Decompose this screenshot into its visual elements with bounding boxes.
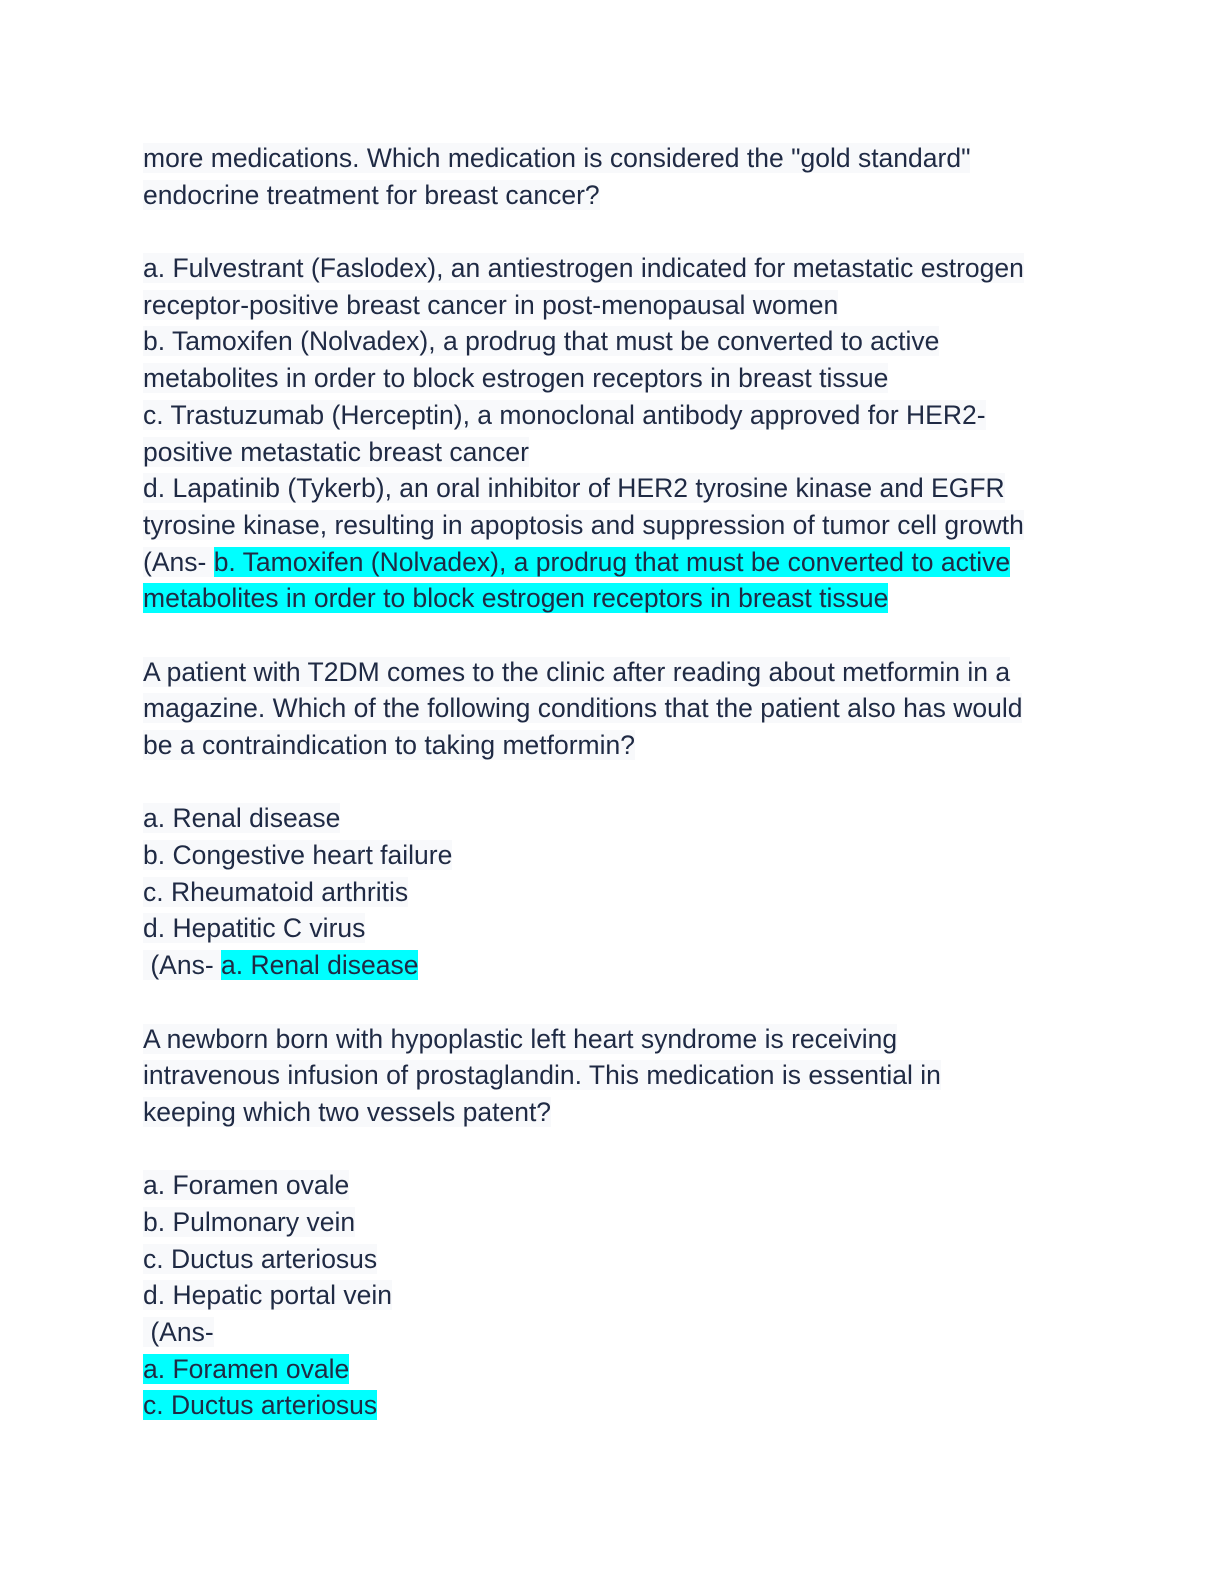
option-line: positive metastatic breast cancer bbox=[143, 436, 529, 467]
option-line: c. Ductus arteriosus bbox=[143, 1243, 378, 1274]
option-line: tyrosine kinase, resulting in apoptosis and suppression of tumor cell growth bbox=[143, 509, 1024, 540]
answer-highlight: a. Foramen ovale bbox=[143, 1353, 350, 1384]
answer-prefix: (Ans- bbox=[143, 950, 222, 981]
question-stem-line: A patient with T2DM comes to the clinic after reading about metformin in a bbox=[143, 656, 1011, 687]
option-line: receptor-positive breast cancer in post-menopausal women bbox=[143, 289, 839, 320]
spacer bbox=[143, 764, 1103, 801]
answer-prefix: (Ans- bbox=[143, 546, 214, 577]
answer-highlight: a. Renal disease bbox=[221, 950, 419, 981]
question-stem-line: endocrine treatment for breast cancer? bbox=[143, 179, 600, 210]
spacer bbox=[143, 984, 1103, 1021]
option-line: d. Hepatic portal vein bbox=[143, 1280, 392, 1311]
option-line: d. Hepatitic C virus bbox=[143, 913, 366, 944]
option-line: a. Renal disease bbox=[143, 803, 341, 834]
question-stem-line: more medications. Which medication is considered the "gold standard" bbox=[143, 143, 971, 173]
question-2 bbox=[143, 654, 1103, 984]
question-stem-line: magazine. Which of the following conditions that the patient also has would bbox=[143, 693, 1023, 724]
answer-line bbox=[143, 544, 1103, 581]
option-line: a. Fulvestrant (Faslodex), an antiestrogen indicated for metastatic estrogen bbox=[143, 253, 1024, 284]
option-line: b. Pulmonary vein bbox=[143, 1206, 356, 1237]
question-stem-line: intravenous infusion of prostaglandin. This medication is essential in bbox=[143, 1060, 941, 1091]
answer-line bbox=[143, 580, 1103, 617]
answer-line bbox=[143, 1314, 1103, 1351]
answer-highlight: metabolites in order to block estrogen receptors in breast tissue bbox=[143, 583, 889, 614]
answer-line bbox=[143, 1351, 1103, 1388]
question-stem-line: keeping which two vessels patent? bbox=[143, 1096, 552, 1127]
question-3 bbox=[143, 1021, 1103, 1425]
answer-highlight: b. Tamoxifen (Nolvadex), a prodrug that must be converted to active bbox=[213, 546, 1011, 577]
answer-highlight: c. Ductus arteriosus bbox=[143, 1390, 378, 1421]
option-line: b. Congestive heart failure bbox=[143, 840, 453, 871]
option-line: c. Rheumatoid arthritis bbox=[143, 876, 409, 907]
spacer bbox=[143, 617, 1103, 654]
option-line: d. Lapatinib (Tykerb), an oral inhibitor of HER2 tyrosine kinase and EGFR bbox=[143, 473, 1005, 504]
answer-line bbox=[143, 947, 1103, 984]
spacer bbox=[143, 213, 1103, 250]
option-line: a. Foramen ovale bbox=[143, 1170, 350, 1201]
question-stem-line: be a contraindication to taking metformin? bbox=[143, 730, 635, 760]
option-line: b. Tamoxifen (Nolvadex), a prodrug that must be converted to active bbox=[143, 326, 940, 357]
answer-line bbox=[143, 1387, 1103, 1424]
answer-prefix: (Ans- bbox=[143, 1317, 214, 1347]
question-1 bbox=[143, 140, 1103, 617]
question-stem-line: A newborn born with hypoplastic left heart syndrome is receiving bbox=[143, 1023, 898, 1054]
spacer bbox=[143, 1131, 1103, 1168]
option-line: metabolites in order to block estrogen receptors in breast tissue bbox=[143, 363, 889, 394]
document-page bbox=[143, 140, 1103, 1424]
option-line: c. Trastuzumab (Herceptin), a monoclonal antibody approved for HER2- bbox=[143, 399, 986, 430]
